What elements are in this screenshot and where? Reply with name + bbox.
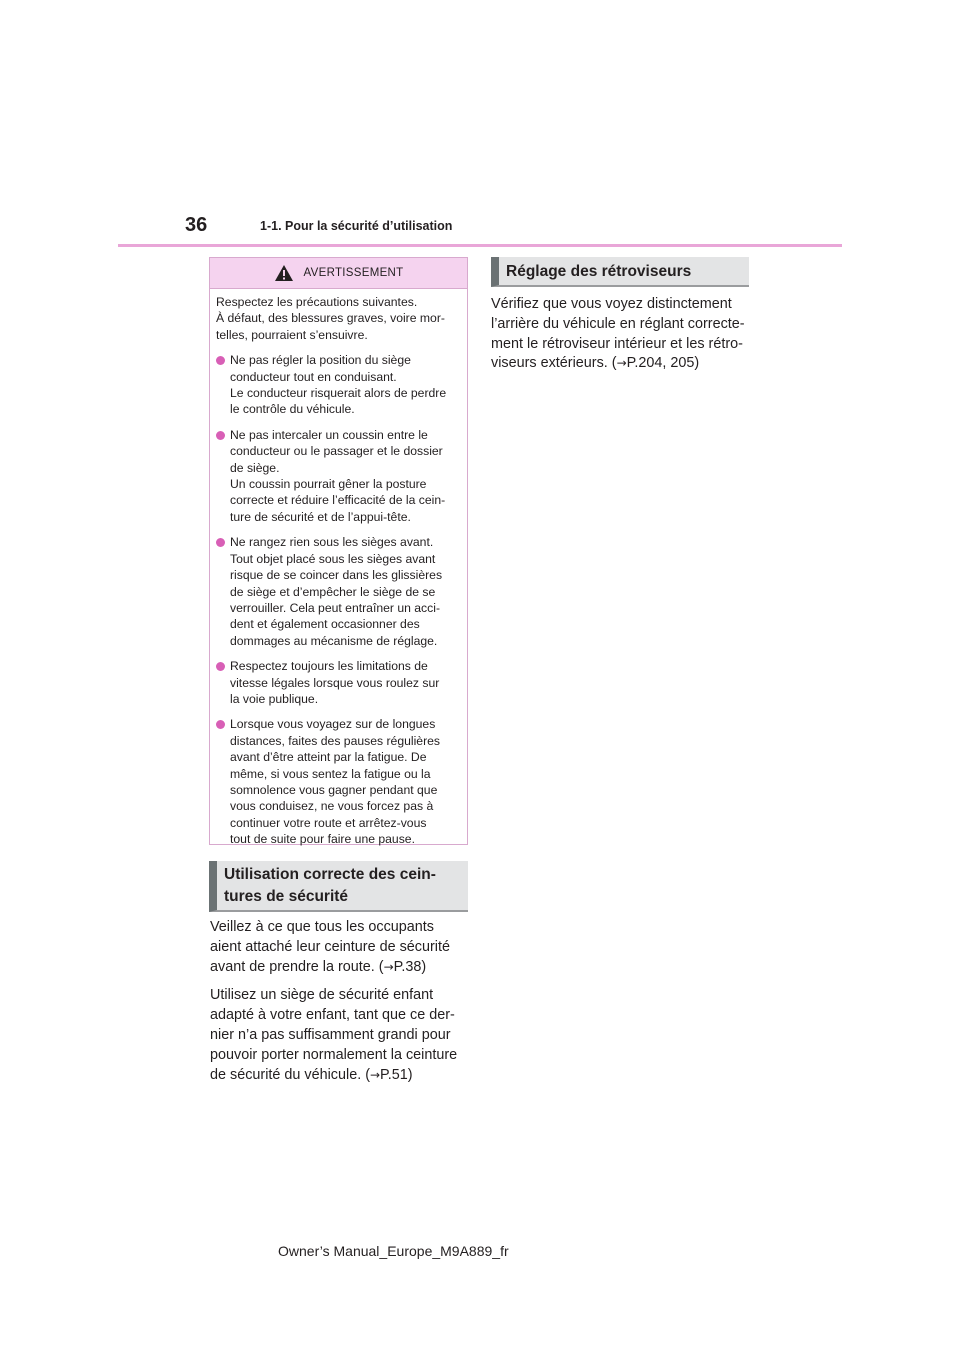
warning-line: Le conducteur risquerait alors de perdre: [230, 386, 447, 401]
warning-line: vous conduisez, ne vous forcez pas à: [230, 799, 434, 814]
warning-line: vitesse légales lorsque vous roulez sur: [230, 675, 440, 690]
warning-line: Tout objet placé sous les sièges avant: [230, 551, 436, 566]
warning-line: risque de se coincer dans les glissières: [230, 568, 443, 583]
header-rule: [118, 244, 842, 247]
arrow-icon: →: [616, 356, 627, 371]
bullet-icon: [216, 356, 225, 365]
warning-intro-line: telles, pourraient s’ensuivre.: [216, 327, 368, 342]
warning-line: verrouiller. Cela peut entraîner un acci-: [230, 600, 441, 615]
warning-line: de siège et d’empêcher le siège de se: [230, 584, 436, 599]
warning-line: Ne pas intercaler un coussin entre le: [230, 427, 428, 442]
page-number: 36: [185, 214, 208, 236]
warning-line: Ne rangez rien sous les sièges avant.: [230, 535, 434, 550]
paragraph: [210, 918, 472, 977]
warning-intro: [216, 294, 461, 343]
page-reference-link[interactable]: P.38): [393, 958, 427, 975]
footer-text: Owner’s Manual_Europe_M9A889_fr: [278, 1243, 509, 1259]
arrow-icon: →: [383, 959, 394, 974]
text-line: nier n’a pas suffisamment grandi pour: [210, 1026, 451, 1043]
text-line: viseurs extérieurs. (: [491, 355, 617, 372]
warning-line: tout de suite pour faire une pause.: [230, 832, 415, 847]
arrow-icon: →: [369, 1067, 381, 1082]
page-reference-link[interactable]: P.51): [380, 1066, 413, 1083]
warning-body: [210, 289, 467, 848]
warning-item: [216, 427, 461, 525]
bullet-icon: [216, 431, 225, 440]
warning-intro-line: Respectez les précautions suivantes.: [216, 295, 418, 309]
paragraph: [210, 986, 472, 1085]
bullet-icon: [216, 720, 225, 729]
warning-line: Ne pas régler la position du siège: [230, 353, 411, 368]
warning-line: le contrôle du véhicule.: [230, 402, 355, 417]
warning-line: dommages au mécanisme de réglage.: [230, 633, 438, 648]
warning-intro-line: À défaut, des blessures graves, voire mor-: [216, 311, 445, 326]
warning-line: continuer votre route et arrêtez-vous: [230, 815, 427, 830]
warning-title: AVERTISSEMENT: [303, 267, 404, 279]
text-line: Vérifiez que vous voyez distinctement: [491, 296, 732, 312]
warning-line: conducteur tout en conduisant.: [230, 369, 397, 384]
text-line: Veillez à ce que tous les occupants: [210, 919, 434, 935]
warning-triangle-icon: [274, 264, 294, 282]
warning-line: avant d’être atteint par la fatigue. De: [230, 750, 427, 765]
text-line: Utilisez un siège de sécurité enfant: [210, 987, 434, 1004]
text-line: de sécurité du véhicule. (: [210, 1066, 370, 1083]
text-line: avant de prendre la route. (: [210, 958, 384, 975]
warning-line: distances, faites des pauses régulières: [230, 733, 441, 748]
warning-box: [209, 257, 468, 845]
heading-line: Utilisation correcte des cein-: [224, 866, 436, 883]
warning-item: [216, 352, 461, 418]
warning-line: même, si vous sentez la fatigue ou la: [230, 766, 431, 781]
page-reference-link[interactable]: P.204, 205): [626, 355, 700, 372]
text-line: adapté à votre enfant, tant que ce der-: [210, 1007, 455, 1024]
text-line: l’arrière du véhicule en réglant correcte-: [491, 315, 745, 332]
warning-item: [216, 534, 461, 649]
section-title: 1-1. Pour la sécurité d’utilisation: [260, 219, 453, 233]
warning-line: la voie publique.: [230, 691, 319, 706]
warning-header: [210, 258, 467, 289]
warning-line: conducteur ou le passager et le dossier: [230, 444, 443, 459]
warning-line: Un coussin pourrait gêner la posture: [230, 477, 427, 492]
warning-line: de siège.: [230, 460, 280, 475]
warning-line: correcte et réduire l’efficacité de la cein-: [230, 493, 446, 508]
mirror-heading: Réglage des rétroviseurs: [491, 257, 749, 287]
mirror-body: [491, 295, 756, 383]
heading-line: tures de sécurité: [224, 888, 349, 905]
text-line: ment le rétroviseur intérieur et les rétro-: [491, 335, 743, 352]
warning-item: [216, 658, 461, 707]
text-line: aient attaché leur ceinture de sécurité: [210, 938, 450, 955]
bullet-icon: [216, 538, 225, 547]
seatbelt-body: [210, 918, 472, 1094]
bullet-icon: [216, 662, 225, 671]
paragraph: [491, 295, 756, 374]
text-line: pouvoir porter normalement la ceinture: [210, 1046, 458, 1063]
warning-line: somnolence vous gagner pendant que: [230, 782, 438, 797]
warning-line: Respectez toujours les limitations de: [230, 659, 428, 674]
warning-line: ture de sécurité et de l’appui-tête.: [230, 509, 411, 524]
warning-line: dent et également occasionner des: [230, 617, 420, 632]
seatbelt-heading: [209, 861, 468, 912]
warning-line: Lorsque vous voyagez sur de longues: [230, 717, 436, 732]
warning-item: [216, 716, 461, 847]
